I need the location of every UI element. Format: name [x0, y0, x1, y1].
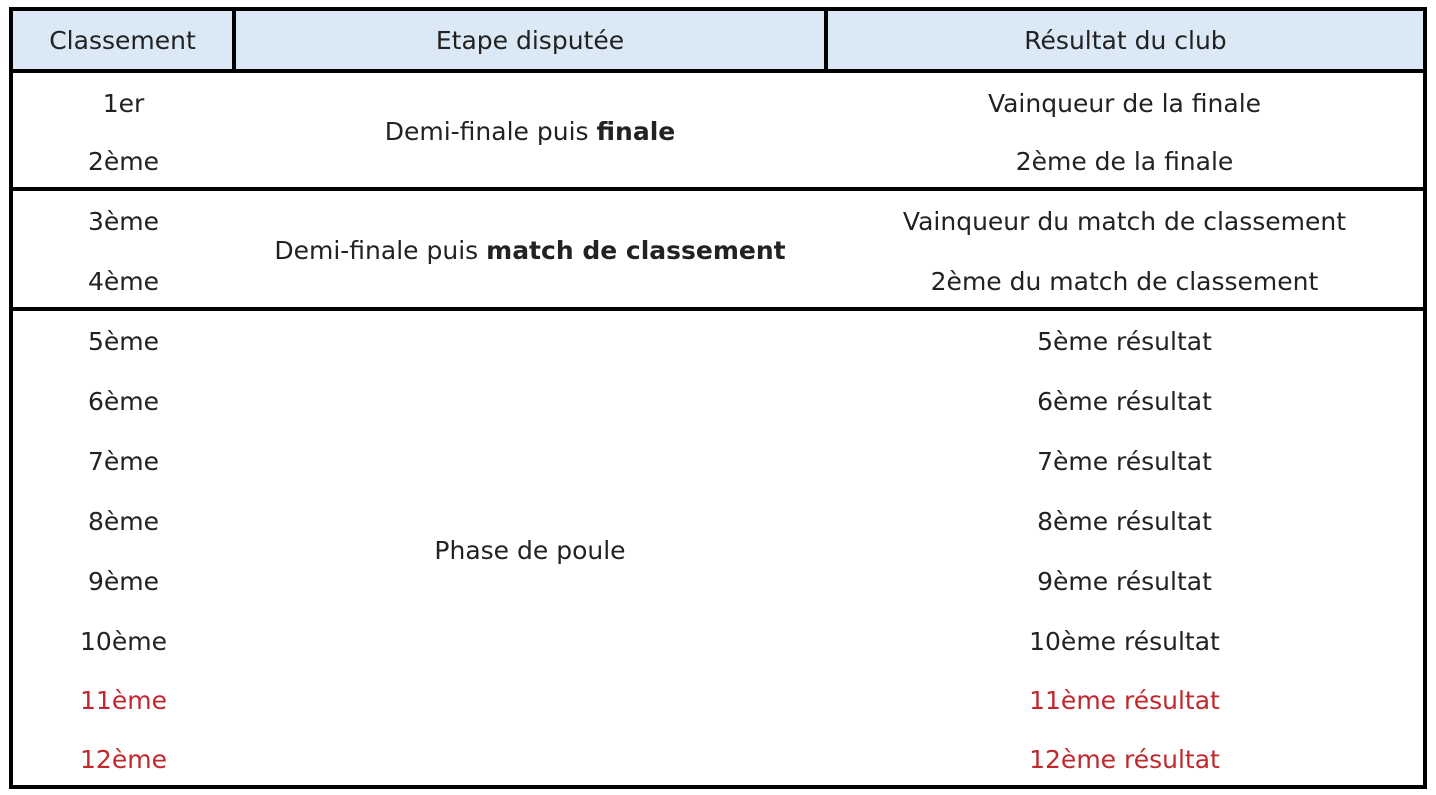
result-cell: 11ème résultat — [1029, 685, 1220, 715]
header-stage: Etape disputée — [435, 25, 625, 55]
stage-cell — [234, 73, 826, 189]
rank-cell: 12ème — [80, 744, 167, 774]
result-cell: 6ème résultat — [1037, 386, 1212, 416]
result-cell: 8ème résultat — [1037, 506, 1212, 536]
stage-text-bold: match de classement — [486, 235, 786, 265]
stage-text: Demi-finale puis — [274, 235, 487, 265]
stage-text-bold: finale — [596, 116, 676, 146]
ranking-table — [9, 7, 1427, 789]
rank-cell: 3ème — [87, 206, 160, 236]
rank-cell: 11ème — [80, 685, 167, 715]
group-classification-match — [13, 191, 1423, 309]
rank-cell: 8ème — [87, 506, 160, 536]
rank-cell: 7ème — [87, 446, 160, 476]
rank-cell: 1er — [102, 88, 145, 118]
table-header — [13, 11, 1423, 73]
rank-cell: 5ème — [87, 326, 160, 356]
header-rank: Classement — [49, 25, 196, 55]
result-cell: 2ème de la finale — [1015, 146, 1234, 176]
group-pool-phase — [13, 311, 1423, 785]
rank-cell: 6ème — [87, 386, 160, 416]
stage-cell: Phase de poule — [434, 535, 626, 565]
rank-cell: 9ème — [87, 566, 160, 596]
group-final — [13, 73, 1423, 189]
rank-cell: 10ème — [80, 626, 167, 656]
result-cell: 2ème du match de classement — [930, 266, 1319, 296]
result-cell: 10ème résultat — [1029, 626, 1220, 656]
result-cell: 5ème résultat — [1037, 326, 1212, 356]
rank-cell: 4ème — [87, 266, 160, 296]
stage-text: Demi-finale puis — [384, 116, 597, 146]
result-cell: Vainqueur de la finale — [987, 88, 1262, 118]
header-result: Résultat du club — [1024, 25, 1227, 55]
result-cell: 9ème résultat — [1037, 566, 1212, 596]
result-cell: 12ème résultat — [1029, 744, 1220, 774]
result-cell: Vainqueur du match de classement — [902, 206, 1347, 236]
rank-cell: 2ème — [87, 146, 160, 176]
stage-cell — [234, 191, 826, 309]
result-cell: 7ème résultat — [1037, 446, 1212, 476]
